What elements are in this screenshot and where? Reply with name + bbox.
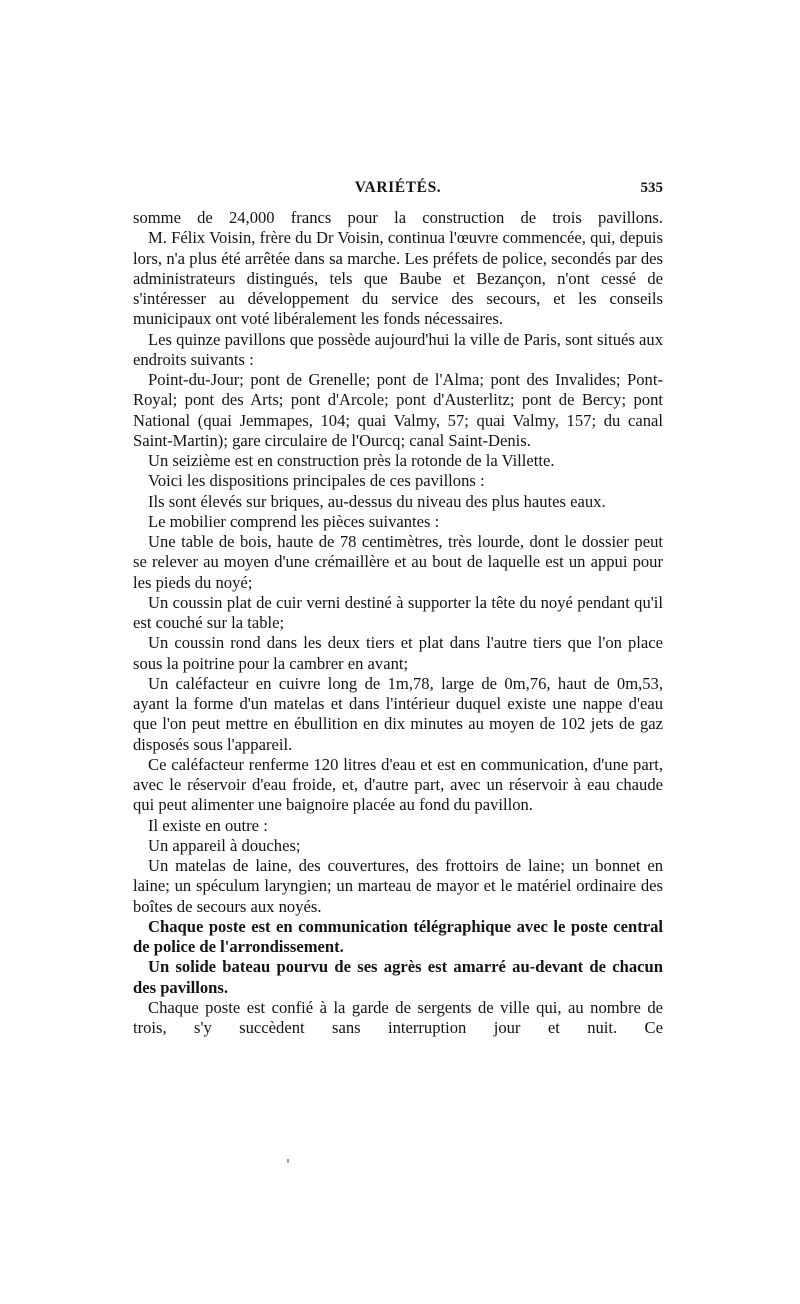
paragraph: Voici les dispositions principales de ces pavillons : [148,471,485,491]
paragraph: Un coussin plat de cuir verni destiné à supporter la tête du noyé pendant qu'il est couché sur la table; [133,592,663,632]
paragraph: Un coussin rond dans les deux tiers et plat dans l'autre tiers que l'on place sous la poitrine pour la cambrer en avant; [133,633,663,673]
running-title: VARIÉTÉS. [354,179,442,196]
page-number: 535 [640,180,663,196]
body-text [133,208,663,1038]
running-header [133,178,663,202]
paragraph: Un appareil à douches; [148,835,301,855]
print-mark [287,1159,289,1163]
paragraph: Un solide bateau pourvu de ses agrès est amarré au-devant de chacun des pavillons. [133,957,663,997]
paragraph: Les quinze pavillons que possède aujourd'hui la ville de Paris, sont situés aux endroits suivants : [133,329,663,369]
paragraph: Un seizième est en construction près la rotonde de la Villette. [148,451,555,470]
paragraph: Le mobilier comprend les pièces suivantes : [148,511,440,531]
paragraph: Ce caléfacteur renferme 120 litres d'eau et est en communication, d'une part, avec le réservoir d'eau froide, et, d'autre part, avec un réservoir à eau chaude qui peut alimenter une baignoire placée au fond du pavillon. [133,754,663,815]
paragraph: Point-du-Jour; pont de Grenelle; pont de l'Alma; pont des Invalides; Pont-Royal; pont des Arts; pont d'Arcole; pont d'Austerlitz; pont de Bercy; pont National (quai Jemmapes, 104; quai Valmy, 57; quai Valmy, 157; du canal Saint-Martin); gare circulaire de l'Ourcq; canal Saint-Denis. [133,370,663,450]
paragraph: Un matelas de laine, des couvertures, des frottoirs de laine; un bonnet en laine; un spéculum laryngien; un marteau de mayor et le matériel ordinaire des boîtes de secours aux noyés. [133,856,663,916]
paragraph: Un caléfacteur en cuivre long de 1m,78, large de 0m,76, haut de 0m,53, ayant la forme d'un matelas et dans l'intérieur duquel existe une nappe d'eau que l'on peut mettre en ébullition en dix minutes au moyen de 102 jets de gaz disposés sous l'appareil. [133,673,663,754]
paragraph: somme de 24,000 francs pour la construction de trois pavillons. [133,208,663,227]
paragraph: Chaque poste est confié à la garde de sergents de ville qui, au nombre de trois, s'y succèdent sans interruption jour et nuit. Ce [133,997,663,1037]
book-page [133,178,663,1038]
paragraph: Une table de bois, haute de 78 centimètres, très lourde, dont le dossier peut se relever au moyen d'une crémaillère et au bout de laquelle est un appui pour les pieds du noyé; [133,532,663,592]
paragraph: Il existe en outre : [148,815,268,835]
paragraph: Chaque poste est en communication télégraphique avec le poste central de police de l'arrondissement. [133,916,663,956]
paragraph: M. Félix Voisin, frère du Dr Voisin, continua l'œuvre commencée, qui, depuis lors, n'a plus été arrêtée dans sa marche. Les préfets de police, secondés par des administrateurs distingués, tels que Baube et Bezançon, n'ont cessé de s'intéresser au développement du service des secours, et les conseils municipaux ont voté libéralement les fonds nécessaires. [133,228,663,329]
paragraph: Ils sont élevés sur briques, au-dessus du niveau des plus hautes eaux. [148,491,606,511]
